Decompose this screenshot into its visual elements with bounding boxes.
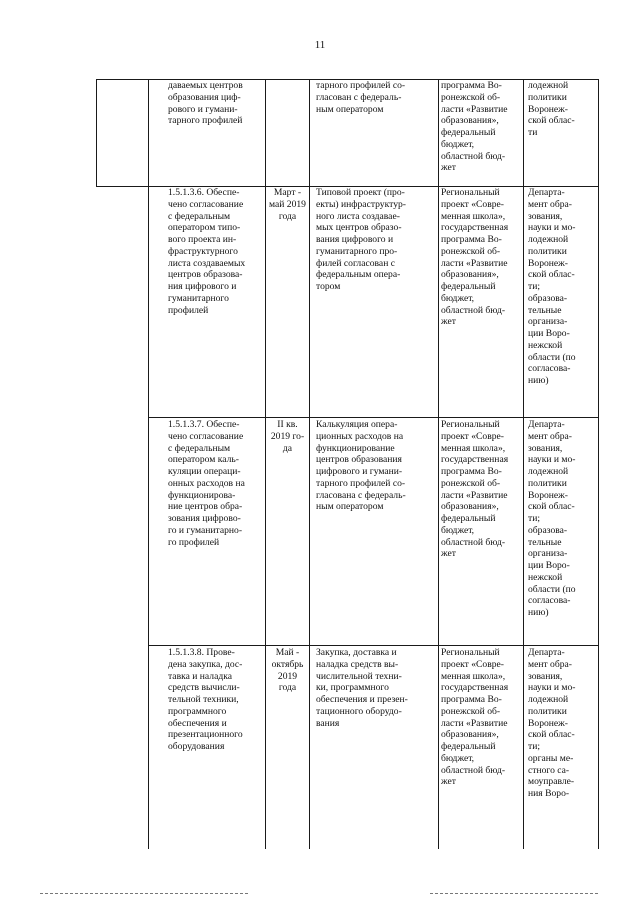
table-border-left (148, 79, 149, 849)
cell-executor: Департа- мент обра- зования, науки и мо- лодежной политики Воронеж- ской облас- ти; образова- тельные организа- ции Воро- нежской области (по согласова- нию) (528, 187, 576, 386)
cell-description: даваемых центров образования циф- рового и гумани- тарного профилей (168, 80, 243, 127)
table-border-outer (96, 79, 97, 187)
cell-source: Региональный проект «Совре- менная школа», государственная программа Во- ронежской об- ласти «Развитие образования», федеральный бюджет, областной бюд- жет (441, 187, 509, 328)
cell-description: 1.5.1.3.8. Прове- дена закупка, дос- тавка и наладка средств вычисли- тельной техники, программного обеспечения и презентационного оборудования (168, 647, 243, 752)
table-row-divider-3 (148, 645, 599, 646)
cell-executor: лодежной политики Воронеж- ской облас- ти (528, 80, 575, 138)
table-row-divider-2 (148, 417, 599, 418)
table-border-col5 (523, 79, 524, 849)
cell-result: Типовой проект (про- екты) инфраструктур- ного листа создавае- мых центров образо- вания цифрового и гуманитарного про- филей согласован с федеральным опера- тором (316, 187, 406, 292)
cell-description: 1.5.1.3.6. Обеспе- чено согласование с федеральным оператором типо- вого проекта ин- фраструктурного листа создаваемых центров образова- ния цифрового и гуманитарного профилей (168, 187, 246, 316)
cell-timeline: Март - май 2019 года (269, 187, 306, 222)
cell-result: тарного профилей со- гласован с федераль- ным оператором (316, 80, 406, 115)
cell-result: Закупка, доставка и наладка средств вы- числительной техни- ки, программного обеспечения и презен- тационного оборудо- вания (316, 647, 408, 729)
cell-source: программа Во- ронежской об- ласти «Развитие образования», федеральный бюджет, областной бюд- жет (441, 80, 508, 174)
cell-result: Калькуляция опера- ционных расходов на функционирование центров образования цифрового и гумани- тарного профилей со- гласована с федераль- ным оператором (316, 419, 406, 513)
table-border-right (598, 79, 599, 849)
table-border-col4 (438, 79, 439, 849)
footer-rule-right (430, 893, 600, 894)
page-number: 11 (314, 39, 326, 51)
table-border-col3 (309, 79, 310, 849)
cell-timeline: II кв. 2019 го- да (270, 419, 305, 454)
table-border-col2 (265, 79, 266, 849)
cell-source: Региональный проект «Совре- менная школа», государственная программа Во- ронежской об- ласти «Развитие образования», федеральный бюджет, областной бюд- жет (441, 419, 509, 560)
cell-executor: Департа- мент обра- зования, науки и мо- лодежной политики Воронеж- ской облас- ти; образова- тельные организа- ции Воро- нежской области (по согласова- нию) (528, 419, 576, 618)
cell-executor: Департа- мент обра- зования, науки и мо- лодежной политики Воронеж- ской облас- ти; органы ме- стного са- моуправле- ния Воро- (528, 647, 576, 799)
footer-rule-left (40, 893, 250, 894)
cell-source: Региональный проект «Совре- менная школа», государственная программа Во- ронежской об- ласти «Развитие образования», федеральный бюджет, областной бюд- жет (441, 647, 509, 788)
cell-timeline: Май - октябрь 2019 года (271, 647, 304, 694)
cell-description: 1.5.1.3.7. Обеспе- чено согласование с федеральным оператором каль- куляции операци- онных расходов на функционирова- ние центров обра- зования цифрово- го и гуманитарно- го профилей (168, 419, 245, 548)
